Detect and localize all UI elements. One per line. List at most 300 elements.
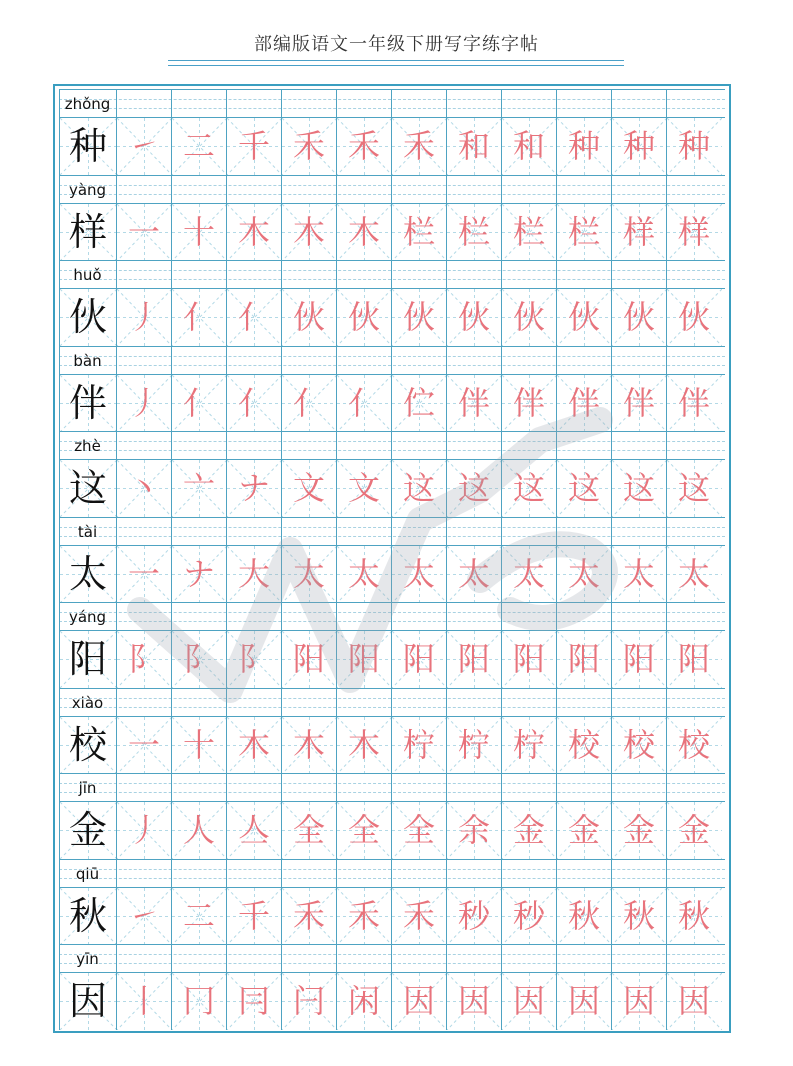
character-cells [59,716,725,773]
stroke-step-character: 太 [622,554,655,593]
stroke-step-character: 伴 [622,383,655,422]
model-character: 这 [68,466,107,510]
character-cells [59,887,725,944]
stroke-step-character: 禾 [292,127,325,165]
pinyin-divider [556,347,557,375]
pinyin-divider [281,603,282,631]
stroke-step-cell [501,631,556,688]
pinyin-divider [281,945,282,973]
stroke-step-cell [391,802,446,859]
pinyin-divider [226,860,227,888]
model-cell [59,973,116,1030]
stroke-step-character: 因 [512,982,545,1020]
stroke-step-character: 秋 [677,896,710,935]
model-cell [59,118,116,175]
pinyin-divider [116,603,117,631]
pinyin-divider [171,176,172,204]
pinyin-divider [281,518,282,546]
stroke-step-character: 太 [292,554,325,593]
stroke-step-cell [171,802,226,859]
pinyin-divider [336,90,337,118]
stroke-step-cell [281,204,336,261]
pinyin-guide-line [59,450,725,451]
pinyin-divider [171,774,172,802]
stroke-step-cell [446,204,501,261]
stroke-step-character: 禾 [402,896,435,935]
stroke-step-character: 太 [512,554,545,593]
stroke-step-character: 阳 [512,640,545,678]
stroke-step-cell [611,631,666,688]
stroke-step-character: 亻 [182,298,215,336]
stroke-step-character: 十 [182,725,215,764]
stroke-step-cell [281,460,336,517]
stroke-step-character: 亻 [237,383,270,422]
stroke-step-character: 阳 [402,640,435,678]
pinyin-divider [171,689,172,717]
pinyin-guide-line [59,707,725,708]
pinyin-label: jīn [78,779,97,797]
stroke-step-character: 丿 [127,383,160,422]
pinyin-divider [171,261,172,289]
pinyin-label: xiào [71,693,104,712]
stroke-step-cell [171,717,226,774]
model-cell [59,289,116,346]
stroke-step-character: 伫 [402,383,435,422]
stroke-step-character: 文 [347,469,380,507]
stroke-step-character: 伙 [512,298,545,336]
stroke-step-character: 因 [567,982,600,1020]
stroke-step-character: 丶 [127,469,160,507]
stroke-step-character: 阳 [567,640,600,678]
stroke-step-cell [336,973,391,1030]
pinyin-divider [556,603,557,631]
stroke-step-character: 因 [622,982,655,1020]
stroke-step-character: 太 [677,554,710,593]
stroke-step-character: 木 [292,725,325,764]
stroke-step-cell [666,204,721,261]
pinyin-label: yáng [68,608,107,626]
pinyin-divider [171,432,172,460]
model-character: 金 [68,808,107,852]
model-character: 秋 [68,893,107,938]
stroke-step-cell [116,546,171,603]
stroke-step-character: 栏 [457,212,490,251]
pinyin-divider [556,860,557,888]
stroke-step-cell [116,118,171,175]
stroke-step-cell [226,888,281,945]
model-cell [59,375,116,432]
stroke-step-character: 一 [127,554,160,593]
stroke-step-cell [666,118,721,175]
pinyin-divider [336,432,337,460]
stroke-step-cell [556,460,611,517]
stroke-step-cell [281,289,336,346]
stroke-step-cell [281,546,336,603]
stroke-step-character: 栏 [567,212,600,251]
stroke-step-cell [226,631,281,688]
pinyin-divider [336,945,337,973]
title-underline [168,60,624,66]
pinyin-divider [226,945,227,973]
pinyin-divider [666,860,667,888]
pinyin-divider [501,860,502,888]
stroke-step-character: 伴 [457,383,490,422]
stroke-step-character: 栏 [402,212,435,251]
stroke-step-character: 闩 [292,982,325,1020]
stroke-step-cell [446,375,501,432]
stroke-step-character: 木 [347,725,380,764]
stroke-step-character: 柠 [512,725,545,764]
stroke-step-character: 阳 [292,640,325,678]
pinyin-lines [59,517,725,545]
pinyin-lines [59,944,725,972]
stroke-step-character: 这 [677,469,710,507]
character-cells [59,288,725,345]
stroke-step-cell [226,717,281,774]
pinyin-divider [226,603,227,631]
pinyin-divider [446,518,447,546]
stroke-step-cell [391,717,446,774]
character-cells [59,374,725,431]
stroke-step-character: 全 [347,811,380,849]
stroke-step-cell [391,118,446,175]
character-cells [59,459,725,516]
pinyin-guide-line [59,365,725,366]
pinyin-divider [171,860,172,888]
stroke-step-cell [501,717,556,774]
pinyin-divider [391,432,392,460]
pinyin-divider [611,689,612,717]
pinyin-divider [611,774,612,802]
pinyin-guide-line [59,954,725,955]
stroke-step-cell [336,204,391,261]
stroke-step-cell [281,888,336,945]
stroke-step-cell [556,289,611,346]
stroke-step-character: 和 [457,127,490,165]
character-cells [59,545,725,602]
stroke-step-cell [336,375,391,432]
pinyin-divider [226,432,227,460]
model-character: 种 [68,124,107,168]
pinyin-divider [446,432,447,460]
stroke-step-character: 秋 [622,896,655,935]
pinyin-lines [59,859,725,887]
stroke-step-cell [336,546,391,603]
stroke-step-character: 余 [457,811,490,849]
pinyin-divider [336,261,337,289]
stroke-step-character: 秒 [512,896,545,935]
pinyin-divider [336,347,337,375]
pinyin-divider [611,261,612,289]
stroke-step-character: 样 [677,212,710,251]
stroke-step-character: 这 [622,469,655,507]
stroke-step-character: 阳 [622,640,655,678]
model-character: 伙 [68,295,107,339]
model-character: 太 [68,551,107,596]
stroke-step-cell [116,631,171,688]
pinyin-label: bàn [73,351,102,370]
pinyin-label: yàng [68,180,107,199]
pinyin-divider [391,774,392,802]
pinyin-divider [391,689,392,717]
stroke-step-cell [556,717,611,774]
pinyin-divider [556,689,557,717]
pinyin-divider [281,432,282,460]
stroke-step-character: ㇀ [127,127,160,165]
pinyin-divider [226,689,227,717]
stroke-step-character: 种 [567,127,600,165]
pinyin-guide-line [59,108,725,109]
stroke-step-cell [501,888,556,945]
pinyin-divider [336,689,337,717]
stroke-step-character: 阳 [347,640,380,678]
stroke-step-character: ㇀ [127,896,160,935]
stroke-step-character: 阳 [457,640,490,678]
pinyin-lines [59,260,725,288]
stroke-step-character: 因 [677,982,710,1020]
pinyin-guide-line [59,536,725,537]
stroke-step-character: 冃 [237,982,270,1020]
stroke-step-character: 柠 [457,725,490,764]
pinyin-divider [666,90,667,118]
stroke-step-cell [171,204,226,261]
stroke-step-cell [116,717,171,774]
pinyin-divider [446,945,447,973]
pinyin-divider [281,689,282,717]
pinyin-divider [116,432,117,460]
pinyin-divider [446,90,447,118]
stroke-step-cell [171,888,226,945]
stroke-step-cell [446,717,501,774]
stroke-step-cell [556,888,611,945]
pinyin-label: zhè [74,437,101,455]
stroke-step-character: 禾 [292,896,325,935]
stroke-step-character: 校 [622,725,655,764]
stroke-step-character: 太 [347,554,380,593]
pinyin-divider [281,176,282,204]
stroke-step-character: 阝 [127,640,160,678]
pinyin-divider [556,90,557,118]
pinyin-divider [666,945,667,973]
stroke-step-cell [666,973,721,1030]
pinyin-divider [611,518,612,546]
stroke-step-character: 和 [512,127,545,165]
stroke-step-character: 全 [402,811,435,849]
pinyin-divider [391,860,392,888]
pinyin-divider [171,90,172,118]
pinyin-guide-line [59,527,725,528]
pinyin-divider [116,774,117,802]
stroke-step-cell [116,375,171,432]
stroke-step-cell [336,717,391,774]
pinyin-divider [501,518,502,546]
practice-row [59,859,725,945]
practice-row [59,773,725,859]
practice-grid [59,89,725,1030]
stroke-step-cell [391,631,446,688]
stroke-step-cell [446,802,501,859]
pinyin-divider [116,689,117,717]
stroke-step-cell [281,973,336,1030]
pinyin-divider [171,518,172,546]
pinyin-lines [59,89,725,117]
stroke-step-cell [446,118,501,175]
model-character: 样 [68,209,107,254]
pinyin-lines [59,773,725,801]
stroke-step-character: 校 [677,725,710,764]
pinyin-divider [501,176,502,204]
stroke-step-cell [556,631,611,688]
stroke-step-character: 木 [347,212,380,251]
pinyin-guide-line [59,963,725,964]
stroke-step-character: 十 [182,212,215,251]
stroke-step-character: 秋 [567,896,600,935]
stroke-step-character: 伙 [292,298,325,336]
pinyin-divider [556,774,557,802]
pinyin-divider [391,347,392,375]
pinyin-divider [666,689,667,717]
pinyin-lines [59,175,725,203]
pinyin-divider [666,774,667,802]
pinyin-divider [501,689,502,717]
stroke-step-character: ナ [182,554,215,593]
pinyin-divider [116,261,117,289]
pinyin-divider [226,347,227,375]
stroke-step-cell [501,546,556,603]
stroke-step-character: 阝 [237,640,270,678]
pinyin-divider [226,774,227,802]
stroke-step-cell [116,802,171,859]
practice-row [59,688,725,774]
stroke-step-cell [336,802,391,859]
pinyin-divider [611,432,612,460]
stroke-step-character: 柠 [402,725,435,764]
stroke-step-cell [556,375,611,432]
stroke-step-cell [666,289,721,346]
stroke-step-character: 文 [292,469,325,507]
stroke-step-cell [501,802,556,859]
stroke-step-cell [666,375,721,432]
practice-row [59,602,725,688]
model-character: 校 [68,722,107,767]
model-cell [59,717,116,774]
stroke-step-cell [501,204,556,261]
model-character: 伴 [68,380,107,425]
pinyin-divider [446,176,447,204]
character-cells [59,801,725,858]
stroke-step-character: 这 [567,469,600,507]
stroke-step-character: 伙 [402,298,435,336]
pinyin-divider [391,176,392,204]
stroke-step-character: 冂 [182,982,215,1020]
stroke-step-character: 人 [182,811,215,849]
pinyin-divider [391,518,392,546]
stroke-step-cell [226,375,281,432]
stroke-step-character: 因 [457,982,490,1020]
stroke-step-cell [336,888,391,945]
pinyin-divider [281,261,282,289]
stroke-step-character: 金 [512,811,545,849]
pinyin-divider [556,518,557,546]
pinyin-divider [611,176,612,204]
stroke-step-cell [226,802,281,859]
pinyin-divider [501,347,502,375]
stroke-step-character: 一 [127,725,160,764]
stroke-step-cell [611,289,666,346]
stroke-step-character: 校 [567,725,600,764]
stroke-step-cell [556,546,611,603]
pinyin-guide-line [59,792,725,793]
pinyin-divider [281,347,282,375]
pinyin-lines [59,346,725,374]
stroke-step-cell [226,546,281,603]
pinyin-divider [116,90,117,118]
stroke-step-cell [281,802,336,859]
pinyin-divider [446,774,447,802]
stroke-step-character: ナ [237,469,270,507]
stroke-step-cell [226,460,281,517]
stroke-step-cell [226,289,281,346]
stroke-step-character: 木 [292,212,325,251]
stroke-step-cell [666,802,721,859]
stroke-step-cell [116,289,171,346]
stroke-step-cell [611,888,666,945]
stroke-step-cell [391,460,446,517]
pinyin-divider [501,945,502,973]
practice-row [59,260,725,346]
pinyin-divider [501,603,502,631]
pinyin-divider [611,90,612,118]
pinyin-divider [446,860,447,888]
stroke-step-character: 千 [237,896,270,935]
stroke-step-character: 伙 [622,298,655,336]
pinyin-divider [336,518,337,546]
stroke-step-cell [336,460,391,517]
pinyin-divider [446,689,447,717]
pinyin-guide-line [59,270,725,271]
pinyin-divider [171,603,172,631]
character-cells [59,630,725,687]
stroke-step-cell [446,973,501,1030]
pinyin-divider [281,90,282,118]
pinyin-guide-line [59,279,725,280]
stroke-step-character: 大 [237,554,270,593]
pinyin-divider [336,603,337,631]
stroke-step-cell [336,631,391,688]
stroke-step-cell [171,289,226,346]
pinyin-divider [556,945,557,973]
stroke-step-character: 亻 [347,383,380,422]
pinyin-divider [501,261,502,289]
stroke-step-character: 丨 [127,982,160,1020]
stroke-step-character: 伙 [677,298,710,336]
pinyin-divider [666,347,667,375]
stroke-step-cell [611,118,666,175]
pinyin-guide-line [59,194,725,195]
stroke-step-cell [611,375,666,432]
stroke-step-cell [171,631,226,688]
stroke-step-character: 亠 [182,469,215,507]
stroke-step-cell [116,973,171,1030]
stroke-step-character: 种 [677,127,710,165]
practice-row [59,517,725,603]
pinyin-divider [116,860,117,888]
stroke-step-cell [226,973,281,1030]
stroke-step-cell [391,546,446,603]
stroke-step-cell [226,118,281,175]
stroke-step-cell [281,631,336,688]
pinyin-divider [391,945,392,973]
